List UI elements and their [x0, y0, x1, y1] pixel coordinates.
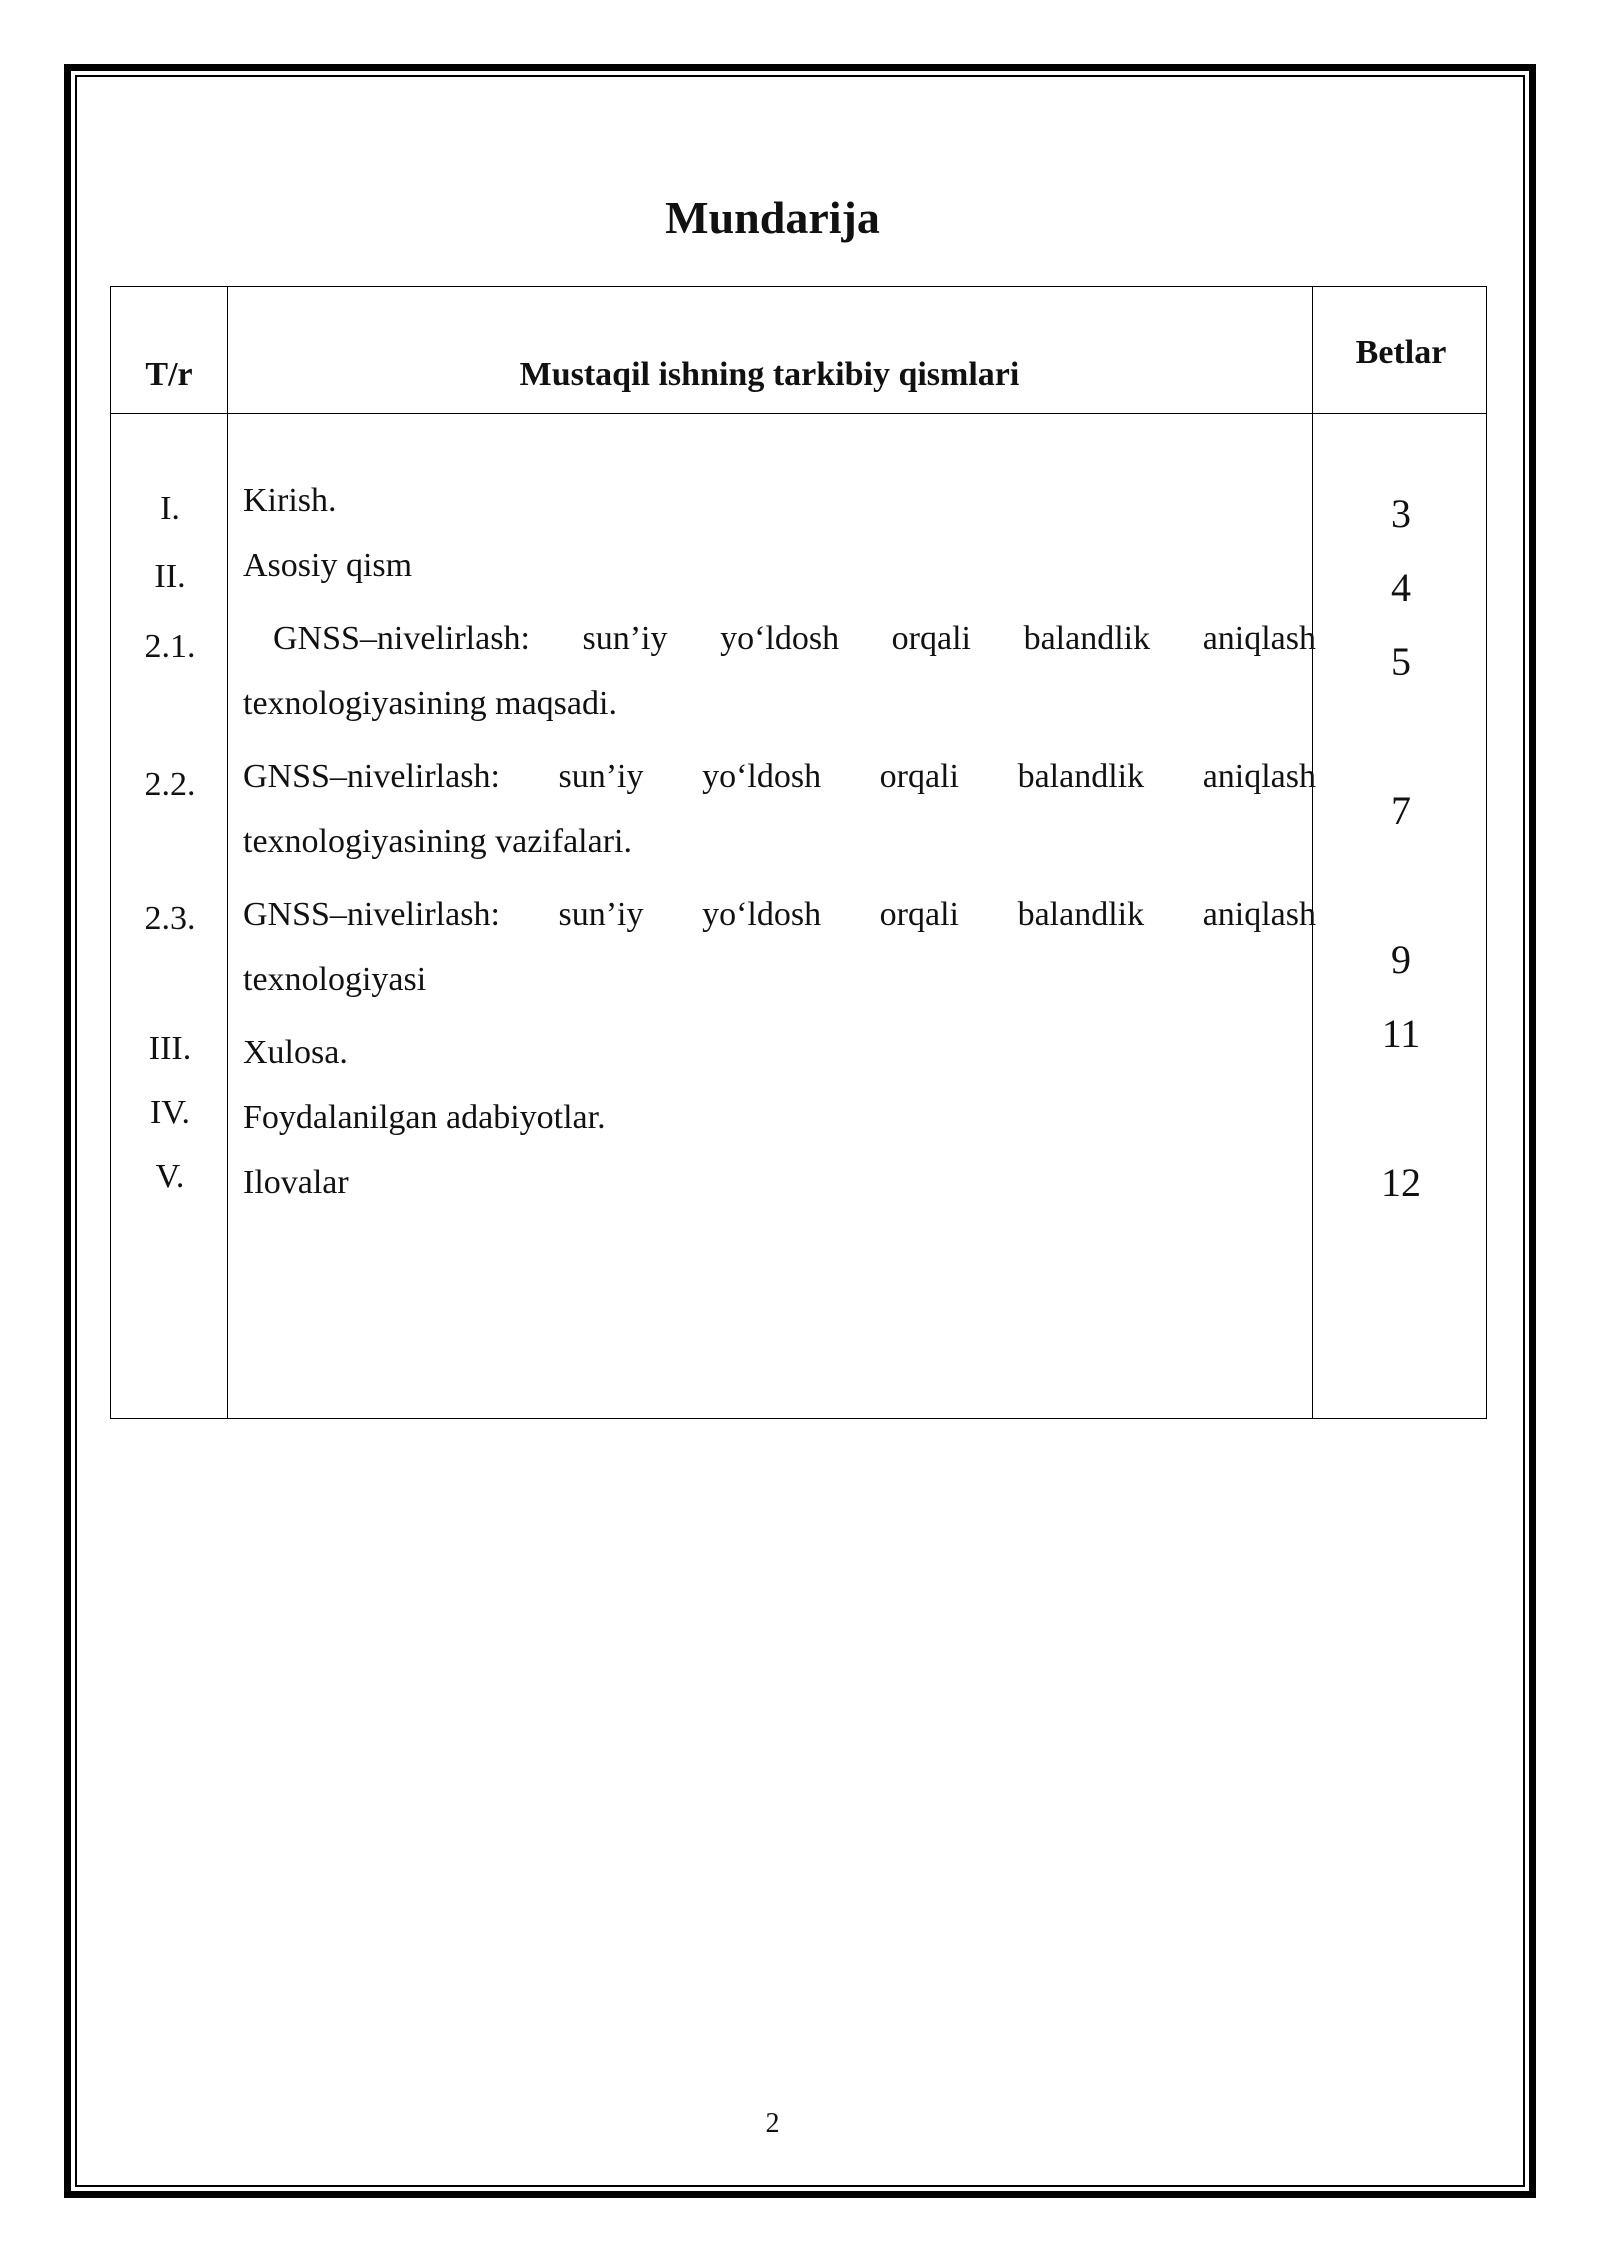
- page-title: Mundarija: [665, 192, 880, 243]
- column-divider: [227, 287, 228, 1418]
- page-ref: 11: [1381, 1011, 1421, 1056]
- entry-title: Kirish.: [243, 482, 337, 519]
- entry-title: GNSS–nivelirlash: sun’iy yo‘ldosh orqali balandlik aniqlash: [273, 620, 1316, 657]
- page-ref: 4: [1391, 565, 1411, 610]
- header-divider: [111, 413, 1486, 414]
- page-ref: 7: [1391, 788, 1411, 833]
- page-ref: 5: [1391, 639, 1411, 684]
- contents-table: [110, 286, 1487, 1419]
- entry-title: GNSS–nivelirlash: sun’iy yo‘ldosh orqali balandlik aniqlash: [243, 896, 1316, 933]
- row-number: 2.2.: [144, 766, 196, 803]
- page-ref: 12: [1381, 1160, 1421, 1205]
- entry-title: Asosiy qism: [243, 547, 413, 584]
- page-number: 2: [765, 2108, 780, 2139]
- entry-title-continued: texnologiyasining vazifalari.: [243, 823, 632, 860]
- row-number: 2.1.: [144, 628, 196, 665]
- header-pages: Betlar: [1355, 334, 1447, 371]
- row-number: 2.3.: [144, 900, 196, 937]
- entry-title: Foydalanilgan adabiyotlar.: [243, 1099, 606, 1136]
- entry-title: Ilovalar: [243, 1164, 349, 1201]
- row-number: I.: [160, 490, 180, 527]
- entry-title-continued: texnologiyasi: [243, 961, 427, 998]
- page-ref: 3: [1391, 491, 1411, 536]
- column-divider: [1312, 287, 1313, 1418]
- row-number: II.: [154, 558, 186, 595]
- header-number: T/r: [145, 356, 193, 393]
- page-ref: 9: [1391, 937, 1411, 982]
- row-number: V.: [155, 1158, 185, 1195]
- row-number: III.: [148, 1030, 192, 1067]
- header-contents: Mustaqil ishning tarkibiy qismlari: [519, 356, 1020, 393]
- entry-title: Xulosa.: [243, 1034, 348, 1071]
- entry-title-continued: texnologiyasining maqsadi.: [243, 685, 617, 722]
- row-number: IV.: [150, 1094, 190, 1131]
- entry-title: GNSS–nivelirlash: sun’iy yo‘ldosh orqali balandlik aniqlash: [243, 758, 1316, 795]
